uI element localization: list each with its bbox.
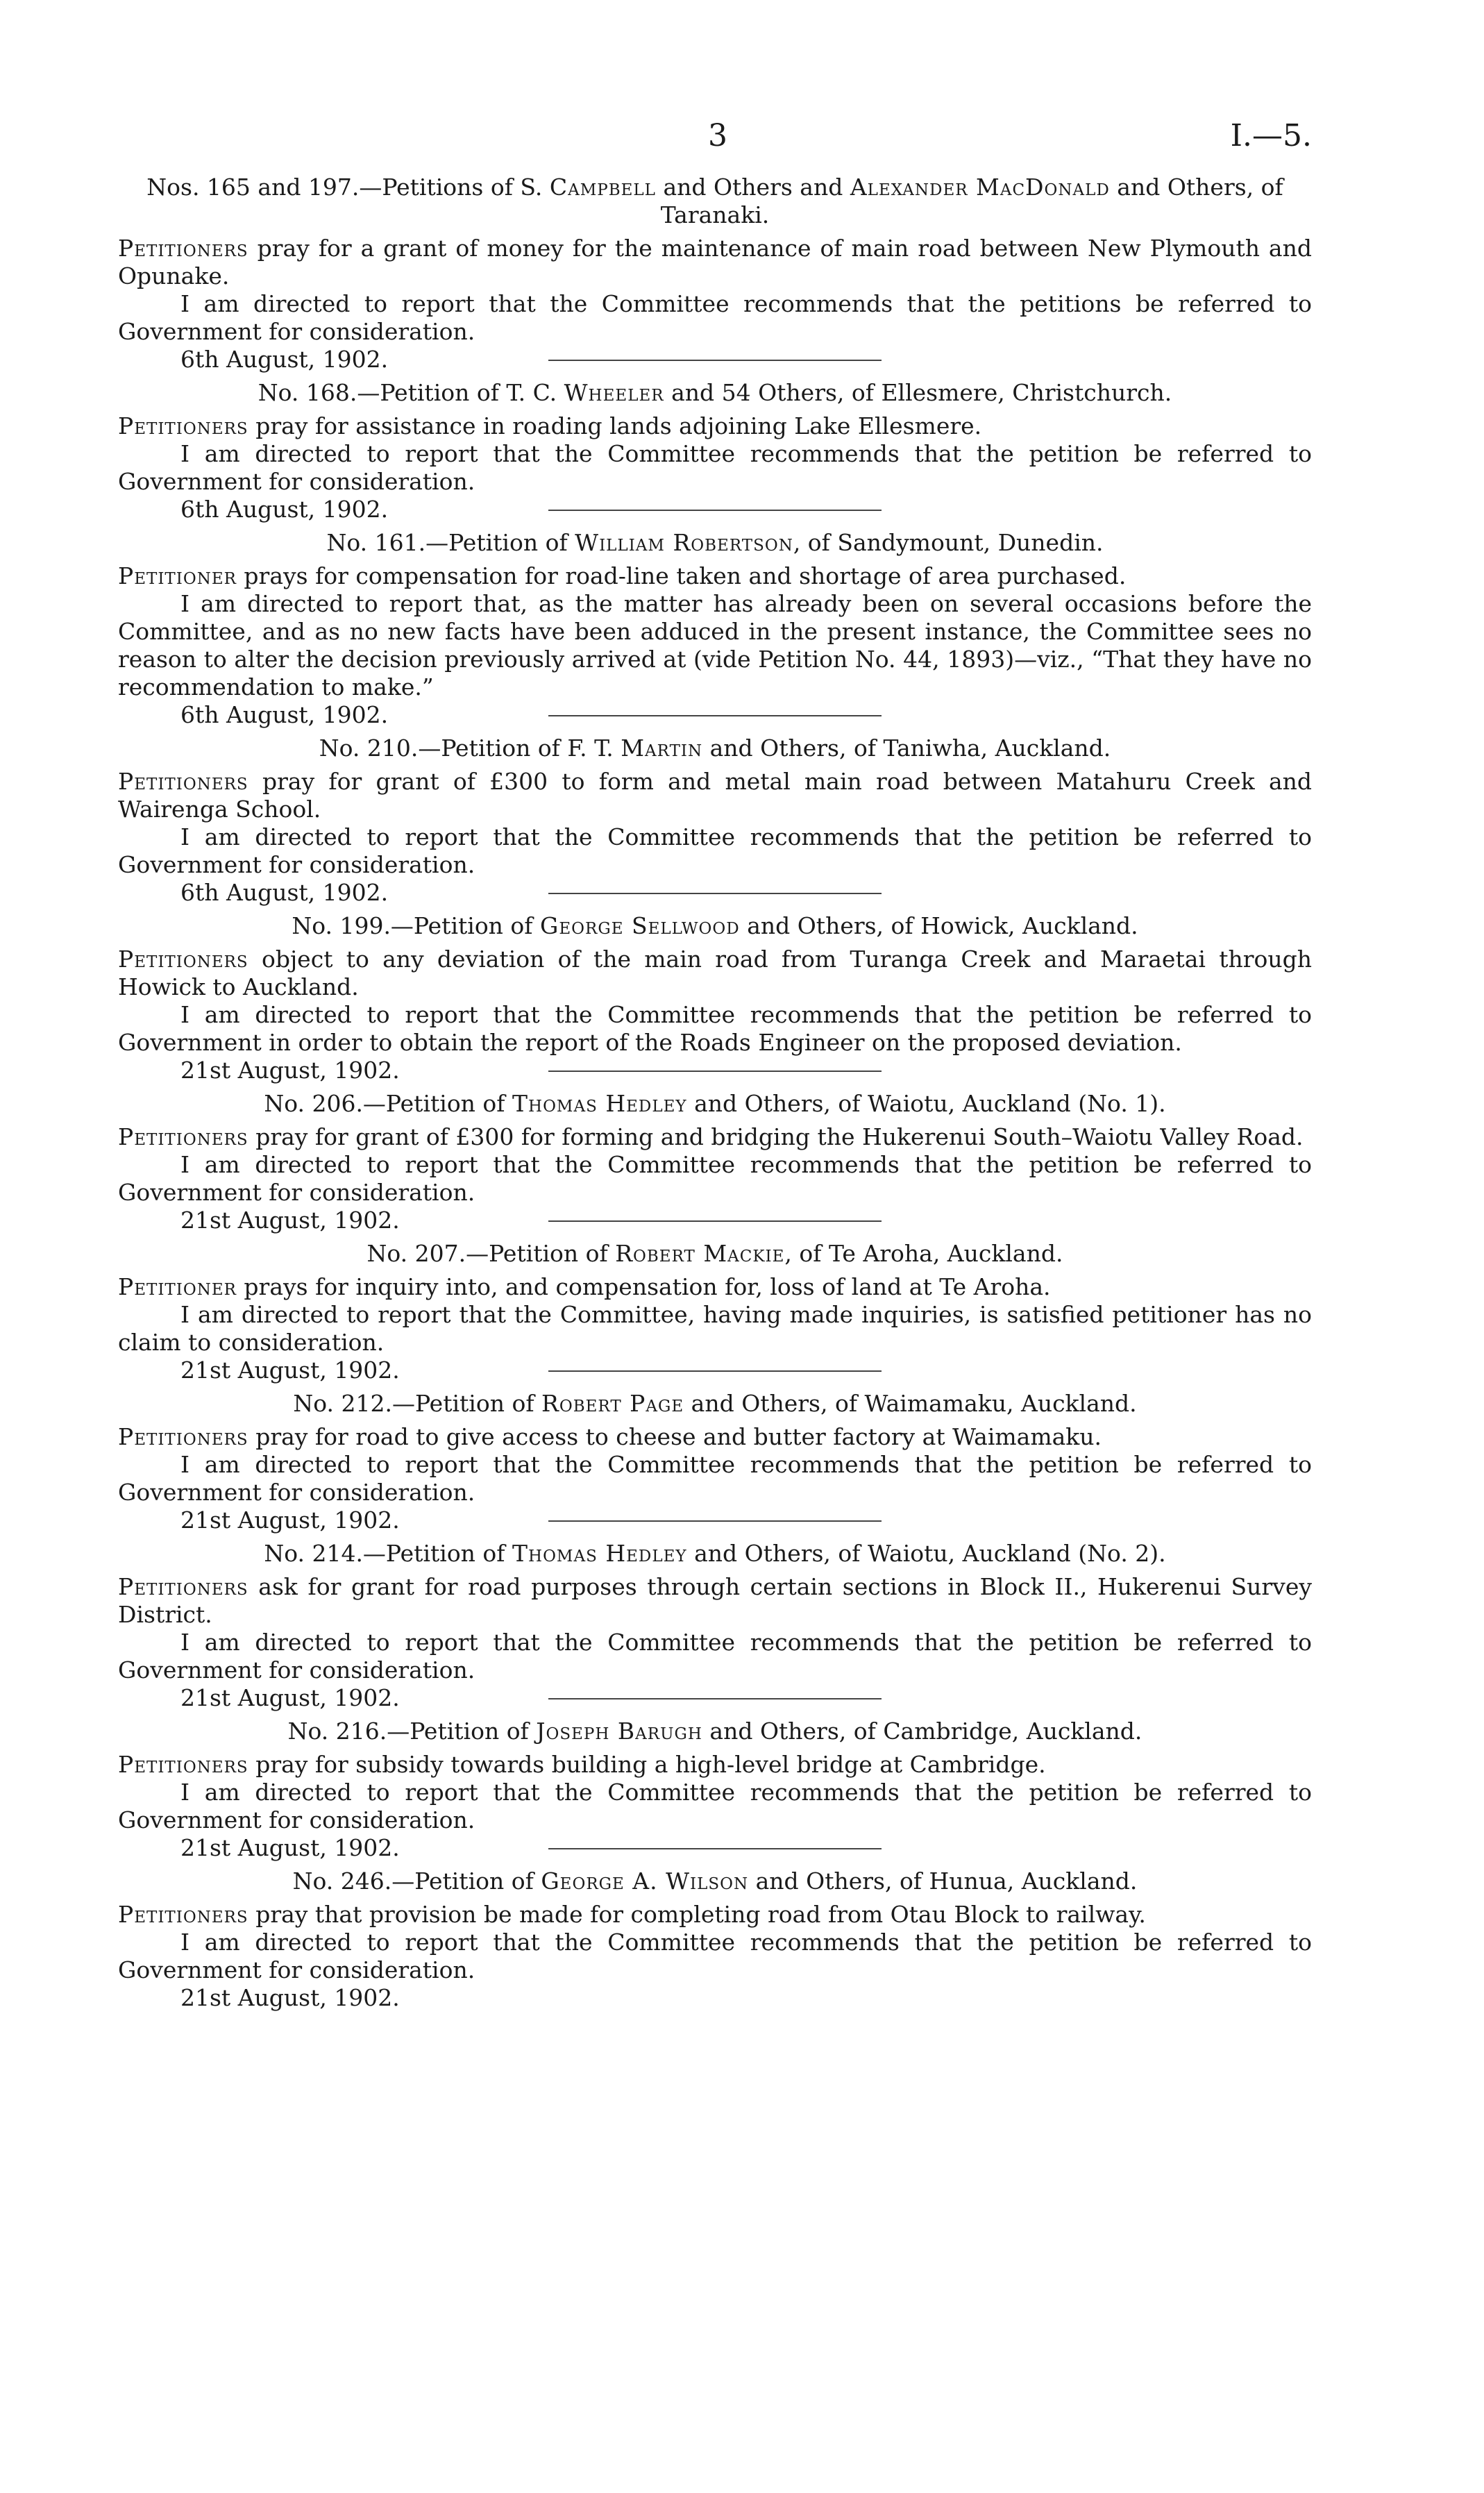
- section-divider: [548, 893, 882, 894]
- section-divider: [548, 1370, 882, 1372]
- petition-entry: [118, 1240, 1312, 1384]
- petition-title: No. 168.—Petition of T. C. Wheeler and 54 Others, of Ellesmere, Christchurch.: [258, 379, 1172, 406]
- petitioner-name: Thomas Hedley: [512, 1090, 687, 1117]
- page-header: [118, 118, 1312, 174]
- petitioner-name: George Sellwood: [540, 912, 740, 939]
- committee-report: I am directed to report that the Committee recommends that the petition be referred to Government for consideration.: [118, 823, 1312, 878]
- petitioner-name: Wheeler: [564, 379, 664, 406]
- report-date: 21st August, 1902.: [180, 1207, 400, 1234]
- petition-entry: [118, 912, 1312, 1084]
- petitioner-name: Robert Page: [541, 1390, 684, 1417]
- petitioner-name: William Robertson: [575, 529, 793, 556]
- petition-prayer: Petitioners pray for a grant of money for the maintenance of main road between New Plymouth and Opunake.: [118, 235, 1312, 289]
- committee-report: I am directed to report that the Committee recommends that the petition be referred to Government for consideration.: [118, 1451, 1312, 1506]
- petition-title: No. 210.—Petition of F. T. Martin and Others, of Taniwha, Auckland.: [319, 735, 1111, 762]
- petition-entry: [118, 379, 1312, 523]
- petition-title: No. 206.—Petition of Thomas Hedley and Others, of Waiotu, Auckland (No. 1).: [264, 1090, 1166, 1117]
- committee-report: I am directed to report that the Committee recommends that the petition be referred to Government in order to obtain the report of the Roads Engineer on the proposed deviation.: [118, 1001, 1312, 1056]
- report-date: 21st August, 1902.: [180, 1357, 400, 1384]
- section-divider: [548, 1698, 882, 1699]
- petition-entry: [118, 1540, 1312, 1711]
- petition-entry: [118, 1390, 1312, 1534]
- section-divider: [548, 360, 882, 361]
- petition-entry: [118, 1867, 1312, 2012]
- petition-title: No. 212.—Petition of Robert Page and Others, of Waimamaku, Auckland.: [293, 1390, 1137, 1417]
- petitioner-name: George A. Wilson: [541, 1867, 749, 1895]
- petition-prayer: Petitioners pray for subsidy towards building a high-level bridge at Cambridge.: [118, 1751, 1046, 1778]
- petition-prayer: Petitioners pray that provision be made for completing road from Otau Block to railway.: [118, 1901, 1146, 1928]
- petition-prayer: Petitioners pray for assistance in roading lands adjoining Lake Ellesmere.: [118, 412, 982, 439]
- document-page: [118, 118, 1312, 2012]
- report-date: 6th August, 1902.: [180, 346, 389, 373]
- report-date: 21st August, 1902.: [180, 1834, 400, 1861]
- committee-report: I am directed to report that the Committee recommends that the petitions be referred to Government for consideration.: [118, 290, 1312, 345]
- petition-prayer: Petitioner prays for inquiry into, and compensation for, loss of land at Te Aroha.: [118, 1273, 1051, 1300]
- report-date: 6th August, 1902.: [180, 879, 389, 906]
- committee-report: I am directed to report that the Committee recommends that the petition be referred to Government for consideration.: [118, 1929, 1312, 1983]
- page-reference: I.—5.: [1230, 118, 1312, 153]
- report-date: 21st August, 1902.: [180, 1984, 400, 2011]
- report-date: 21st August, 1902.: [180, 1057, 400, 1084]
- petition-prayer: Petitioners object to any deviation of the main road from Turanga Creek and Maraetai through Howick to Auckland.: [118, 946, 1312, 1000]
- report-date: 21st August, 1902.: [180, 1506, 400, 1534]
- committee-report: I am directed to report that, as the matter has already been on several occasions before the Committee, and as no new facts have been adduced in the present instance, the Committee sees no reason to alter the decision previously arrived at (vide Petition No. 44, 1893)—viz., “That they have no recommendation to make.”: [118, 590, 1312, 700]
- page-number: 3: [708, 118, 727, 153]
- section-divider: [548, 1220, 882, 1222]
- petitioner-name: Campbell: [549, 174, 656, 201]
- section-divider: [548, 510, 882, 511]
- committee-report: I am directed to report that the Committee recommends that the petition be referred to Government for consideration.: [118, 1629, 1312, 1684]
- petition-entry: [118, 735, 1312, 906]
- section-divider: [548, 715, 882, 716]
- petition-title: No. 246.—Petition of George A. Wilson and Others, of Hunua, Auckland.: [292, 1867, 1138, 1895]
- petition-entry: [118, 1090, 1312, 1234]
- report-date: 6th August, 1902.: [180, 496, 389, 523]
- petition-title: No. 214.—Petition of Thomas Hedley and Others, of Waiotu, Auckland (No. 2).: [264, 1540, 1166, 1567]
- section-divider: [548, 1071, 882, 1072]
- petition-prayer: Petitioners pray for road to give access to cheese and butter factory at Waimamaku.: [118, 1423, 1102, 1450]
- report-date: 6th August, 1902.: [180, 701, 389, 728]
- report-date: 21st August, 1902.: [180, 1684, 400, 1711]
- petition-title: No. 207.—Petition of Robert Mackie, of Te Aroha, Auckland.: [366, 1240, 1063, 1267]
- petitioner-name: Thomas Hedley: [512, 1540, 687, 1567]
- petition-prayer: Petitioners pray for grant of £300 for forming and bridging the Hukerenui South–Waiotu Valley Road.: [118, 1123, 1304, 1150]
- petition-title: No. 161.—Petition of William Robertson, of Sandymount, Dunedin.: [326, 529, 1104, 556]
- petition-entry: [118, 1718, 1312, 1861]
- section-divider: [548, 1848, 882, 1849]
- petition-title: No. 199.—Petition of George Sellwood and Others, of Howick, Auckland.: [292, 912, 1138, 939]
- committee-report: I am directed to report that the Committee recommends that the petition be referred to Government for consideration.: [118, 1151, 1312, 1206]
- petition-prayer: Petitioner prays for compensation for road-line taken and shortage of area purchased.: [118, 562, 1127, 589]
- committee-report: I am directed to report that the Committee, having made inquiries, is satisfied petitioner has no claim to consideration.: [118, 1301, 1312, 1356]
- section-divider: [548, 1520, 882, 1522]
- petition-entry: [118, 529, 1312, 728]
- petition-entry: [118, 174, 1312, 373]
- petitioner-name: Joseph Barugh: [536, 1718, 702, 1745]
- petitioner-name: Alexander MacDonald: [850, 174, 1110, 201]
- petition-title: No. 216.—Petition of Joseph Barugh and Others, of Cambridge, Auckland.: [287, 1718, 1142, 1745]
- committee-report: I am directed to report that the Committee recommends that the petition be referred to Government for consideration.: [118, 1779, 1312, 1833]
- petitioner-name: Robert Mackie: [615, 1240, 785, 1267]
- petition-prayer: Petitioners ask for grant for road purposes through certain sections in Block II., Hukerenui Survey District.: [118, 1573, 1312, 1628]
- petition-title: Nos. 165 and 197.—Petitions of S. Campbell and Others and Alexander MacDonald and Others, of Taranaki.: [146, 174, 1283, 228]
- committee-report: I am directed to report that the Committee recommends that the petition be referred to Government for consideration.: [118, 440, 1312, 495]
- petitioner-name: Martin: [621, 735, 703, 762]
- petition-prayer: Petitioners pray for grant of £300 to form and metal main road between Matahuru Creek and Wairenga School.: [118, 768, 1312, 823]
